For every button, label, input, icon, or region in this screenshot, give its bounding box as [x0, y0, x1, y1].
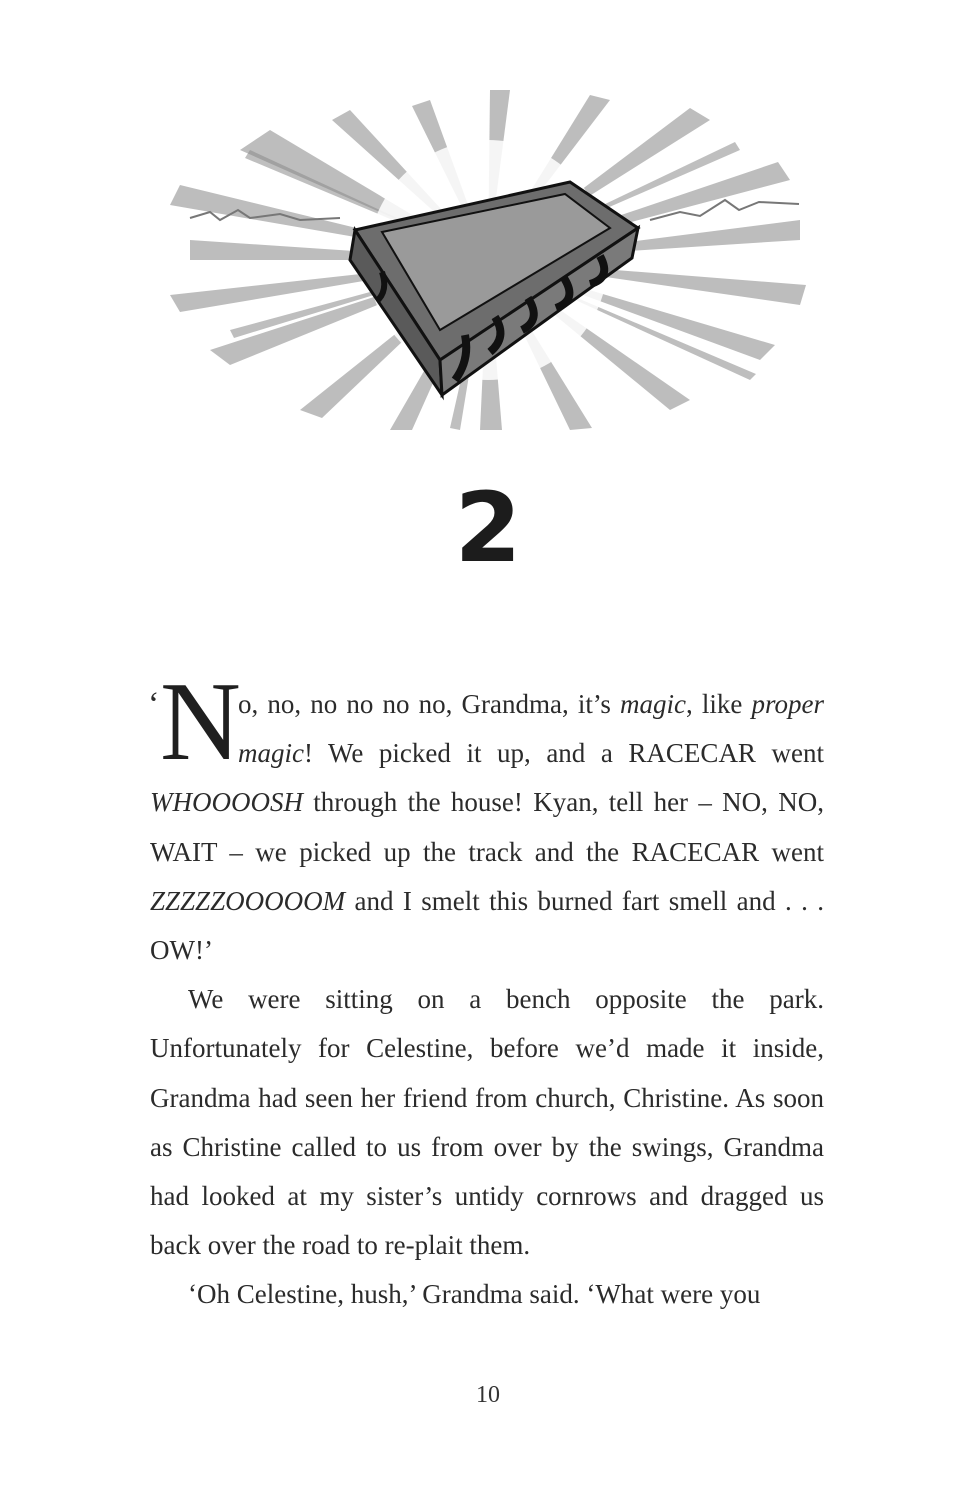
p1-text-2: , like [685, 689, 752, 719]
opening-quote: ‘ [148, 686, 160, 723]
page-number: 10 [476, 1382, 500, 1408]
dropcap-block [148, 660, 241, 784]
p1-text-5: and I smelt this burned fart smell and . . . OW!’ [150, 885, 824, 966]
p1-text-1: o, no, no no no no, Grandma, it’s [238, 689, 620, 719]
p1-italic-zoom: ZZZZZOOOOOM [150, 885, 346, 916]
paragraph-3: ‘Oh Celestine, hush,’ Grandma said. ‘What were you [188, 1279, 761, 1310]
paragraph-1 [148, 660, 824, 975]
p1-italic-proper-magic: proper magic [238, 689, 824, 769]
p1-italic-whoosh: WHOOOOSH [150, 787, 303, 818]
chapter-illustration [150, 90, 826, 430]
dropcap-letter: N [160, 660, 241, 784]
paragraph-2: We were sitting on a bench opposite the park. Unfortunately for Celestine, before we’d made it inside, Grandma had seen her friend from church, Christine. As soon as Christine called to us from over by the swings, Grandma had looked at my sister’s untidy cornrows and dragged us back over the road to re-plait them. [150, 984, 824, 1261]
chapter-body [148, 660, 824, 1320]
p1-text-3: ! We picked it up, and a RACECAR went [303, 738, 824, 769]
p1-italic-magic: magic [620, 689, 686, 719]
p1-text-4: through the house! Kyan, tell her – NO, NO, WAIT – we picked up the track and the RACECAR went [150, 787, 824, 867]
chapter-number: 2 [454, 472, 522, 584]
